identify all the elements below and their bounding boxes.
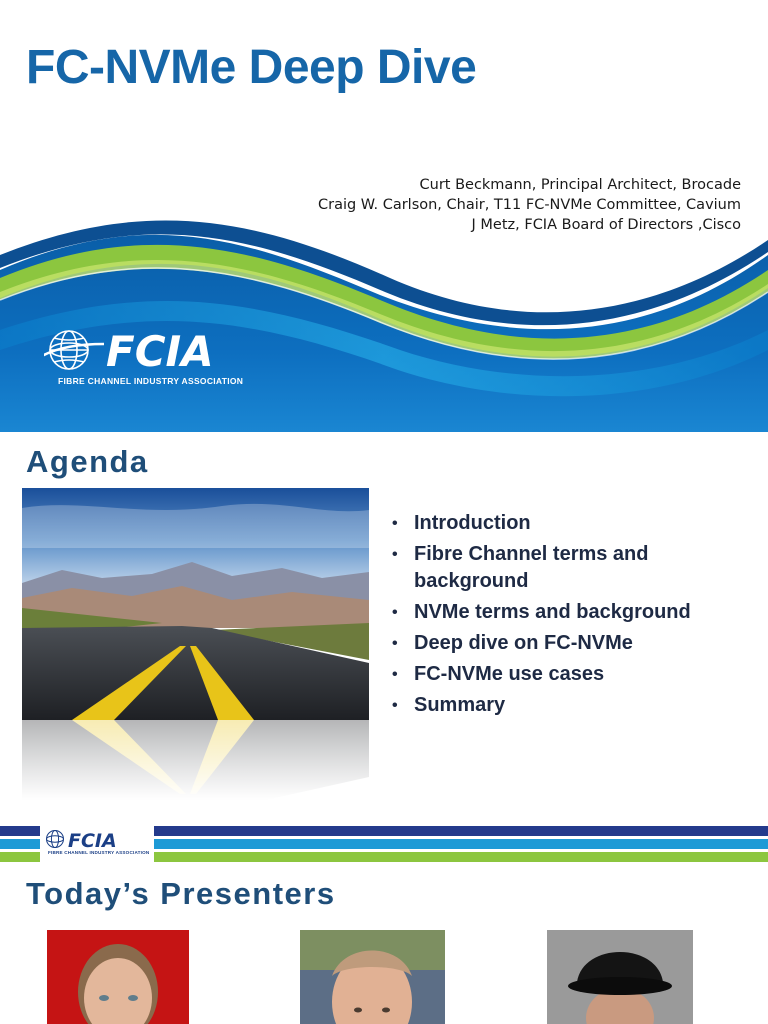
author-line: Curt Beckmann, Principal Architect, Brocade (419, 177, 741, 193)
agenda-heading: Agenda (26, 444, 149, 479)
list-item: • Introduction (392, 510, 742, 537)
list-item: • Summary (392, 692, 742, 719)
presenter-photo (547, 930, 693, 1024)
fcia-logo (44, 326, 284, 376)
presenter-photo (47, 930, 189, 1024)
agenda-list (392, 510, 742, 723)
logo-tagline: FIBRE CHANNEL INDUSTRY ASSOCIATION (48, 850, 150, 855)
list-item: • FC-NVMe use cases (392, 661, 742, 688)
presenters-heading: Today’s Presenters (26, 876, 336, 911)
list-item: • Deep dive on FC-NVMe (392, 630, 742, 657)
author-line: J Metz, FCIA Board of Directors ,Cisco (471, 217, 741, 233)
road-photo (22, 488, 369, 800)
author-line: Craig W. Carlson, Chair, T11 FC-NVMe Committee, Cavium (317, 197, 741, 213)
presenter-photo (300, 930, 445, 1024)
globe-icon (47, 831, 64, 848)
title-slide (0, 0, 768, 432)
logo-tagline: FIBRE CHANNEL INDUSTRY ASSOCIATION (58, 376, 244, 386)
slide-title: FC-NVMe Deep Dive (26, 41, 477, 94)
logo-wordmark: FCIA (68, 830, 117, 850)
presenters-slide (0, 822, 768, 1024)
agenda-slide (0, 432, 768, 822)
fcia-small-logo (40, 822, 154, 862)
list-item: • NVMe terms and background (392, 599, 742, 626)
logo-wordmark: FCIA (106, 327, 214, 376)
swoosh-background (0, 200, 768, 432)
list-item: • Fibre Channel terms and background (392, 541, 742, 595)
